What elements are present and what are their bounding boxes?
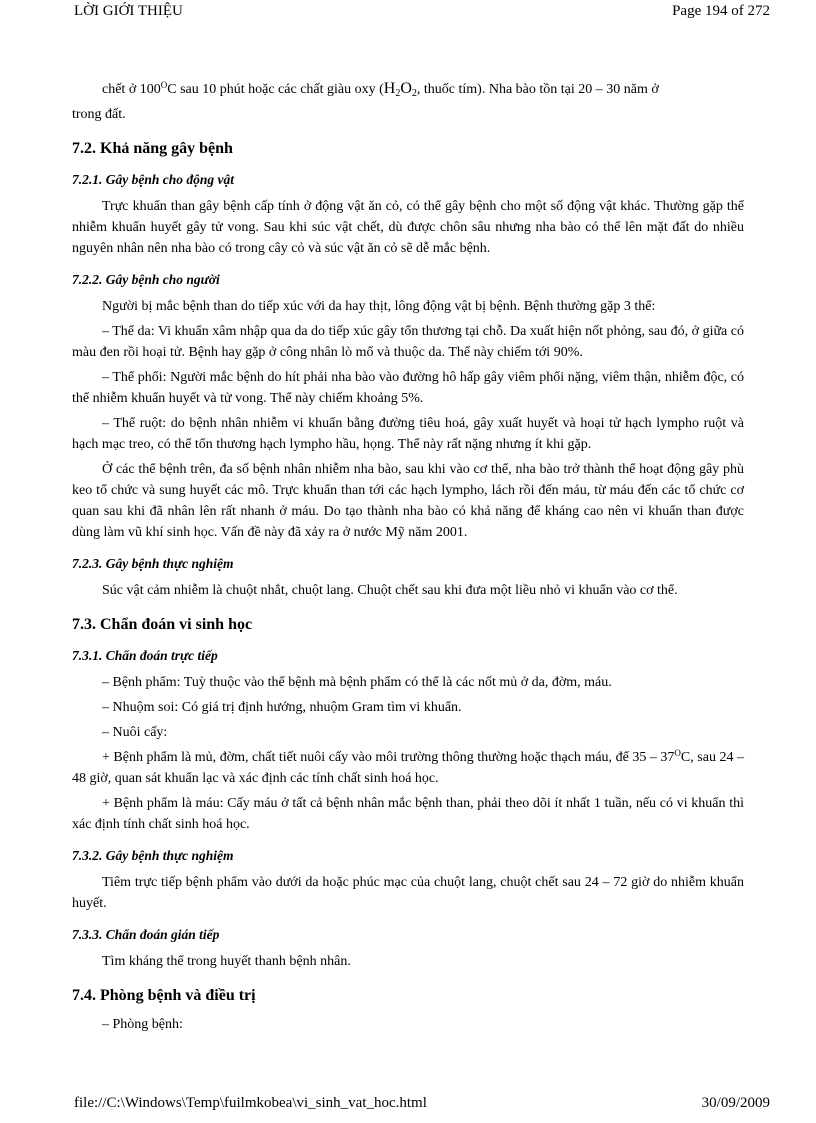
- subsection-heading-7-2-3: 7.2.3. Gây bệnh thực nghiệm: [72, 556, 234, 571]
- paragraph: + Bệnh phẩm là máu: Cấy máu ở tất cả bệnh nhân mắc bệnh than, phải theo dõi ít nhất 1 tuần, nếu có vi khuẩn thì xác định tính chất sinh hoá học.: [72, 796, 744, 832]
- subsection-heading-7-3-2: 7.3.2. Gây bệnh thực nghiệm: [72, 848, 234, 863]
- section-heading-7-4: 7.4. Phòng bệnh và điều trị: [72, 987, 256, 1004]
- section-heading-7-3: 7.3. Chẩn đoán vi sinh học: [72, 616, 253, 633]
- intro-paragraph: chết ở $100^OC$ sau 10 phút hoặc các chất giàu oxy ($H_2O_2$, thuốc tím). Nha bào tồn tại 20 – 30 năm ở: [102, 80, 659, 99]
- paragraph: + Bệnh phẩm là mủ, đờm, chất tiết nuôi cấy vào môi trường thông thường hoặc thạch máu, để $35 - 37^OC$, sau 24 – 48 giờ, quan sát khuẩn lạc và xác định các tính chất sinh hoá học.: [72, 748, 745, 786]
- print-date: 30/09/2009: [701, 1095, 770, 1111]
- header-title: LỜI GIỚI THIỆU: [74, 3, 183, 19]
- paragraph: – Thể ruột: do bệnh nhân nhiễm vi khuẩn bằng đường tiêu hoá, gây xuất huyết và hoại tử hạch lympho ruột và hạch mạc treo, có thể tổn thương hạch lympho hầu, họng. Thể này rất nặng nhưng ít khi gặp.: [72, 416, 744, 452]
- subsection-heading-7-3-1: 7.3.1. Chẩn đoán trực tiếp: [72, 648, 218, 663]
- paragraph: – Nhuộm soi: Có giá trị định hướng, nhuộm Gram tìm vi khuẩn.: [102, 700, 462, 715]
- subsection-heading-7-2-2: 7.2.2. Gây bệnh cho người: [72, 272, 220, 287]
- document-body: [72, 78, 744, 1039]
- paragraph: Súc vật cảm nhiễm là chuột nhắt, chuột lang. Chuột chết sau khi đưa một liều nhỏ vi khuẩn vào cơ thể.: [102, 583, 678, 598]
- file-path: file://C:\Windows\Temp\fuilmkobea\vi_sinh_vat_hoc.html: [74, 1095, 427, 1111]
- paragraph: Ở các thể bệnh trên, đa số bệnh nhân nhiễm nha bào, sau khi vào cơ thể, nha bào trở thành thể hoạt động gây phù keo tổ chức và sung huyết các mô. Trực khuẩn than tới các hạch lympho, lách rồi đến máu, từ máu đến các tổ chức cơ quan sau khi đã nhân lên rất nhanh ở máu. Do tạo thành nha bào có khả năng để kháng cao nên vi khuẩn than được dùng làm vũ khí sinh học. Vấn đề này đã xảy ra ở nước Mỹ năm 2001.: [72, 462, 744, 540]
- paragraph: – Bệnh phẩm: Tuỳ thuộc vào thể bệnh mà bệnh phẩm có thể là các nốt mủ ở da, đờm, máu.: [102, 675, 612, 690]
- paragraph: – Nuôi cấy:: [102, 725, 168, 740]
- paragraph: Tiêm trực tiếp bệnh phẩm vào dưới da hoặc phúc mạc của chuột lang, chuột chết sau 24 – 72 giờ do nhiễm khuẩn huyết.: [72, 875, 744, 911]
- page-number: Page 194 of 272: [672, 3, 770, 19]
- section-heading-7-2: 7.2. Khả năng gây bệnh: [72, 140, 233, 157]
- paragraph: Trực khuẩn than gây bệnh cấp tính ở động vật ăn cỏ, có thể gây bệnh cho một số động vật khác. Thường gặp thể nhiễm khuẩn huyết gây tử vong. Sau khi súc vật chết, dù được chôn sâu nhưng nha bào có thể lên mặt đất do nhiều nguyên nhân nên nha bào có trong cây cỏ và súc vật ăn cỏ sẽ dễ mắc bệnh.: [72, 199, 744, 256]
- subsection-heading-7-3-3: 7.3.3. Chẩn đoán gián tiếp: [72, 927, 220, 942]
- paragraph: Tìm kháng thể trong huyết thanh bệnh nhân.: [102, 954, 351, 969]
- paragraph: – Thể da: Vi khuẩn xâm nhập qua da do tiếp xúc gây tổn thương tại chỗ. Da xuất hiện nốt phỏng, sau đó, ở giữa có màu đen rồi hoại tử. Bệnh hay gặp ở công nhân lò mổ và thuộc da. Thể này chiếm tới 90%.: [72, 324, 744, 360]
- paragraph: – Thể phổi: Người mắc bệnh do hít phải nha bào vào đường hô hấp gây viêm phổi nặng, viêm thận, nhiễm độc, có thể nhiễm khuẩn huyết và tử vong. Thể này chiếm khoảng 5%.: [72, 370, 744, 406]
- subsection-heading-7-2-1: 7.2.1. Gây bệnh cho động vật: [72, 172, 234, 187]
- intro-paragraph-cont: trong đất.: [72, 107, 126, 122]
- paragraph: – Phòng bệnh:: [102, 1017, 183, 1032]
- paragraph: Người bị mắc bệnh than do tiếp xúc với da hay thịt, lông động vật bị bệnh. Bệnh thường gặp 3 thể:: [102, 299, 656, 314]
